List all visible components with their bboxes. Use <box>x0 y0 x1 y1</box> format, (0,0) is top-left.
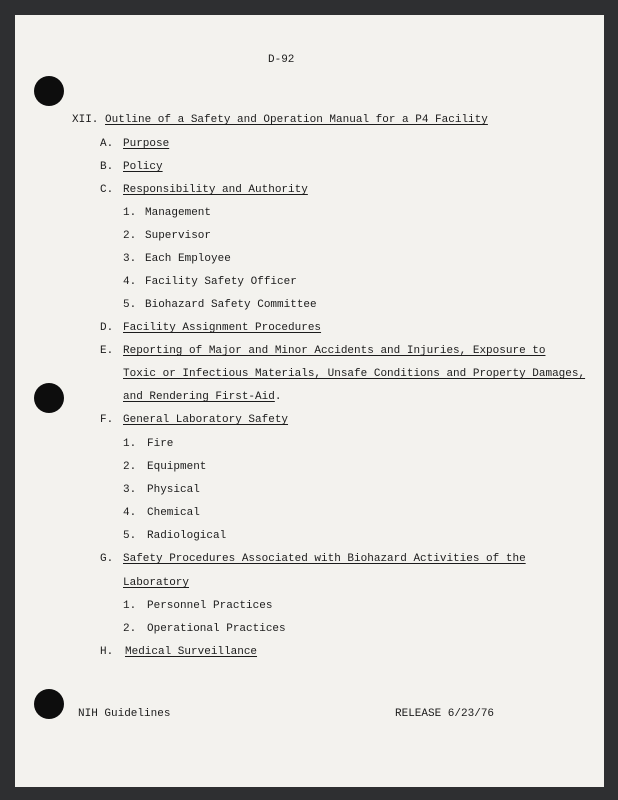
subitem-each-employee: Each Employee <box>145 253 231 265</box>
item-letter: E. <box>100 345 114 357</box>
subitem-number: 2. <box>123 623 137 635</box>
item-general-safety: General Laboratory Safety <box>123 414 289 426</box>
binder-hole-bottom <box>34 689 64 719</box>
footer-left: NIH Guidelines <box>78 708 171 720</box>
subitem-biohazard-committee: Biohazard Safety Committee <box>145 299 317 311</box>
item-letter: B. <box>100 161 114 173</box>
subitem-number: 5. <box>123 299 137 311</box>
subitem-supervisor: Supervisor <box>145 230 212 242</box>
item-letter: D. <box>100 322 114 334</box>
subitem-number: 5. <box>123 530 137 542</box>
item-reporting-line-1: Reporting of Major and Minor Accidents and Injuries, Exposure to <box>123 345 546 357</box>
item-letter: C. <box>100 184 114 196</box>
item-letter: H. <box>100 646 114 658</box>
subitem-number: 1. <box>123 207 137 219</box>
subitem-operational-practices: Operational Practices <box>147 623 286 635</box>
item-medical-surveillance: Medical Surveillance <box>125 646 258 658</box>
item-letter: A. <box>100 138 114 150</box>
subitem-fire: Fire <box>147 438 174 450</box>
subitem-number: 4. <box>123 507 137 519</box>
subitem-personnel-practices: Personnel Practices <box>147 600 273 612</box>
item-biohazard-procedures-line-1: Safety Procedures Associated with Biohazard Activities of the <box>123 553 526 565</box>
item-letter: G. <box>100 553 114 565</box>
item-reporting-line-3 <box>123 390 281 404</box>
page-number: D-92 <box>268 54 295 66</box>
subitem-number: 3. <box>123 484 137 496</box>
subitem-number: 2. <box>123 461 137 473</box>
subitem-number: 4. <box>123 276 137 288</box>
subitem-equipment: Equipment <box>147 461 207 473</box>
subitem-radiological: Radiological <box>147 530 227 542</box>
item-purpose: Purpose <box>123 138 170 150</box>
subitem-number: 3. <box>123 253 137 265</box>
subitem-safety-officer: Facility Safety Officer <box>145 276 297 288</box>
item-responsibility: Responsibility and Authority <box>123 184 308 196</box>
item-biohazard-procedures-line-2: Laboratory <box>123 577 190 589</box>
subitem-physical: Physical <box>147 484 200 496</box>
item-policy: Policy <box>123 161 163 173</box>
subitem-management: Management <box>145 207 212 219</box>
item-letter: F. <box>100 414 114 426</box>
item-reporting-period: . <box>274 391 282 403</box>
footer-release: RELEASE 6/23/76 <box>395 708 495 720</box>
item-reporting-line-3-text: and Rendering First-Aid <box>123 391 275 403</box>
binder-hole-top <box>34 76 64 106</box>
document-page <box>15 15 604 787</box>
subitem-chemical: Chemical <box>147 507 200 519</box>
item-reporting-line-2: Toxic or Infectious Materials, Unsafe Conditions and Property Damages, <box>123 368 586 380</box>
subitem-number: 1. <box>123 600 137 612</box>
section-title: Outline of a Safety and Operation Manual for a P4 Facility <box>105 114 488 126</box>
section-numeral: XII. <box>72 114 99 126</box>
subitem-number: 1. <box>123 438 137 450</box>
binder-hole-middle <box>34 383 64 413</box>
subitem-number: 2. <box>123 230 137 242</box>
item-assignment-procedures: Facility Assignment Procedures <box>123 322 322 334</box>
